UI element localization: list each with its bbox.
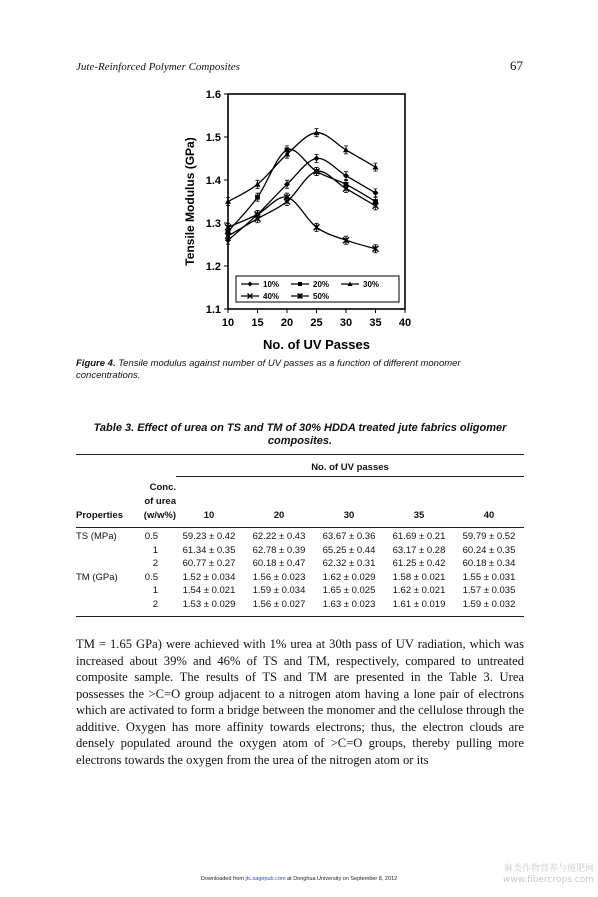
table-cell: 1.53 ± 0.029 — [182, 599, 236, 610]
watermark-line-1: 麻类作物营养与施肥网 — [503, 864, 594, 874]
marker-triangle — [225, 199, 231, 204]
y-tick-label: 1.3 — [205, 218, 221, 230]
legend-label: 40% — [263, 292, 280, 301]
footer-prefix: Downloaded from — [200, 876, 244, 882]
column-header-conc: (w/w%) — [143, 510, 176, 521]
marker-triangle — [343, 147, 349, 152]
legend-label: 20% — [313, 280, 330, 289]
table-cell: 63.17 ± 0.28 — [392, 544, 446, 556]
marker-square — [255, 195, 260, 200]
series-line — [228, 171, 376, 236]
footer-link[interactable]: jtc.sagepub.com — [245, 876, 286, 882]
x-tick-label: 30 — [339, 317, 353, 329]
table-cell: 61.34 ± 0.35 — [182, 544, 236, 556]
figure-label: Figure 4. — [76, 358, 116, 369]
group-header-rule — [176, 476, 524, 477]
table-cell: 1.62 ± 0.029 — [322, 571, 376, 583]
table-top-rule — [76, 454, 524, 455]
table-cell: 1.63 ± 0.023 — [322, 599, 376, 610]
table-cell: 62.22 ± 0.43 — [252, 531, 306, 542]
marker-diamond — [314, 156, 320, 162]
table-cell: 59.79 ± 0.52 — [462, 531, 516, 542]
journal-title: Jute-Reinforced Polymer Composites — [76, 61, 240, 73]
table-cell: 60.24 ± 0.35 — [462, 544, 516, 556]
column-header-passes: 35 — [413, 510, 425, 521]
column-header-passes: 10 — [203, 510, 215, 521]
table-cell: 62.32 ± 0.31 — [322, 558, 376, 570]
y-tick-label: 1.1 — [205, 304, 221, 316]
x-tick-label: 25 — [310, 317, 323, 329]
legend-label: 30% — [363, 280, 380, 289]
x-tick-label: 10 — [221, 317, 235, 329]
table-cell: 62.78 ± 0.39 — [252, 544, 306, 556]
body-text — [76, 636, 524, 768]
row-conc: 1 — [152, 585, 158, 597]
table-cell: 60.18 ± 0.47 — [252, 558, 306, 570]
column-header-properties: Properties — [76, 510, 123, 521]
marker-square — [298, 282, 302, 286]
table-cell: 1.58 ± 0.021 — [392, 571, 446, 583]
marker-star — [225, 224, 231, 230]
page-number: 67 — [510, 58, 523, 73]
table-cell: 60.77 ± 0.27 — [182, 558, 236, 570]
legend-label: 10% — [263, 280, 280, 289]
x-tick-label: 15 — [251, 317, 264, 329]
table-cell: 1.56 ± 0.023 — [252, 571, 306, 583]
table-cell: 1.59 ± 0.032 — [462, 599, 516, 610]
table-cell: 61.69 ± 0.21 — [392, 531, 446, 542]
series-line — [228, 133, 376, 202]
table-cell: 1.62 ± 0.021 — [392, 585, 446, 597]
table-cell: 1.57 ± 0.035 — [462, 585, 516, 597]
marker-diamond — [373, 190, 379, 196]
row-conc: 0.5 — [144, 571, 158, 583]
table-cell: 1.56 ± 0.027 — [252, 599, 306, 610]
watermark-line-2: www.fibercrops.com — [503, 875, 594, 885]
column-header-passes: 20 — [273, 510, 285, 521]
x-tick-label: 35 — [369, 317, 382, 329]
table-cell: 1.61 ± 0.019 — [392, 599, 446, 610]
y-axis-label: Tensile Modulus (GPa) — [183, 137, 197, 266]
row-conc: 0.5 — [144, 531, 158, 542]
table-cell: 65.25 ± 0.44 — [322, 544, 376, 556]
table-cell: 63.67 ± 0.36 — [322, 531, 376, 542]
table-cell: 1.52 ± 0.034 — [182, 571, 236, 583]
figure-caption-text: Tensile modulus against number of UV passes as a function of different monomer concentrations. — [76, 358, 461, 381]
marker-star — [314, 224, 320, 230]
row-property: TS (MPa) — [76, 531, 117, 542]
table-cell: 61.25 ± 0.42 — [392, 558, 446, 570]
body-paragraph: TM = 1.65 GPa) were achieved with 1% urea at 30th pass of UV radiation, which was increased about 39% and 46% of TS and TM, respectively, compared to untreated composite sample. The results of TS and TM are presented in the Table 3. Urea possesses the >C=O group adjacent to a nitrogen atom having a lone pair of electrons which are activated to form a bridge between the monomer and the cellulose through the additive. Oxygen has more affinity towards electrons; thus, the electron clouds are densely populated around the oxygen atom of >C=O groups, thereby pulling more electrons towards the oxygen from the urea of the nitrogen atom or its — [76, 637, 524, 767]
marker-star — [343, 237, 349, 243]
table-cell: 1.59 ± 0.034 — [252, 585, 306, 597]
y-tick-label: 1.5 — [205, 132, 221, 144]
row-property: TM (GPa) — [76, 571, 118, 583]
table-cell: 1.65 ± 0.025 — [322, 585, 376, 597]
table-cell: 60.18 ± 0.34 — [462, 558, 516, 570]
column-header-passes: 30 — [343, 510, 355, 521]
column-header-conc: Conc. — [149, 482, 176, 493]
y-tick-label: 1.2 — [205, 261, 221, 273]
row-conc: 2 — [152, 558, 158, 570]
tensile-modulus-chart — [178, 84, 428, 354]
marker-triangle — [373, 164, 379, 169]
series-line — [228, 158, 376, 240]
header-bottom-rule — [76, 527, 524, 528]
series-line — [228, 149, 376, 231]
row-conc: 1 — [152, 544, 158, 556]
column-group-header: No. of UV passes — [311, 462, 389, 473]
running-header — [76, 58, 523, 76]
table-cell: 59.23 ± 0.42 — [182, 531, 236, 542]
column-header-passes: 40 — [483, 510, 495, 521]
table-title: Table 3. Effect of urea on TS and TM of 30% HDDA treated jute fabrics oligomer composites. — [93, 422, 507, 447]
row-conc: 2 — [152, 599, 158, 610]
table-cell: 1.54 ± 0.021 — [182, 585, 236, 597]
x-tick-label: 20 — [280, 317, 294, 329]
figure-caption — [76, 358, 524, 382]
y-tick-label: 1.6 — [205, 89, 221, 101]
x-axis-label: No. of UV Passes — [263, 337, 370, 352]
y-tick-label: 1.4 — [205, 175, 221, 187]
x-tick-label: 40 — [398, 317, 412, 329]
watermark — [470, 864, 594, 886]
legend-label: 50% — [313, 292, 330, 301]
table-cell: 1.55 ± 0.031 — [462, 571, 516, 583]
column-header-conc: of urea — [144, 496, 176, 507]
table-bottom-rule — [76, 616, 524, 617]
footer-suffix: at Donghua University on September 8, 2012 — [287, 876, 398, 882]
